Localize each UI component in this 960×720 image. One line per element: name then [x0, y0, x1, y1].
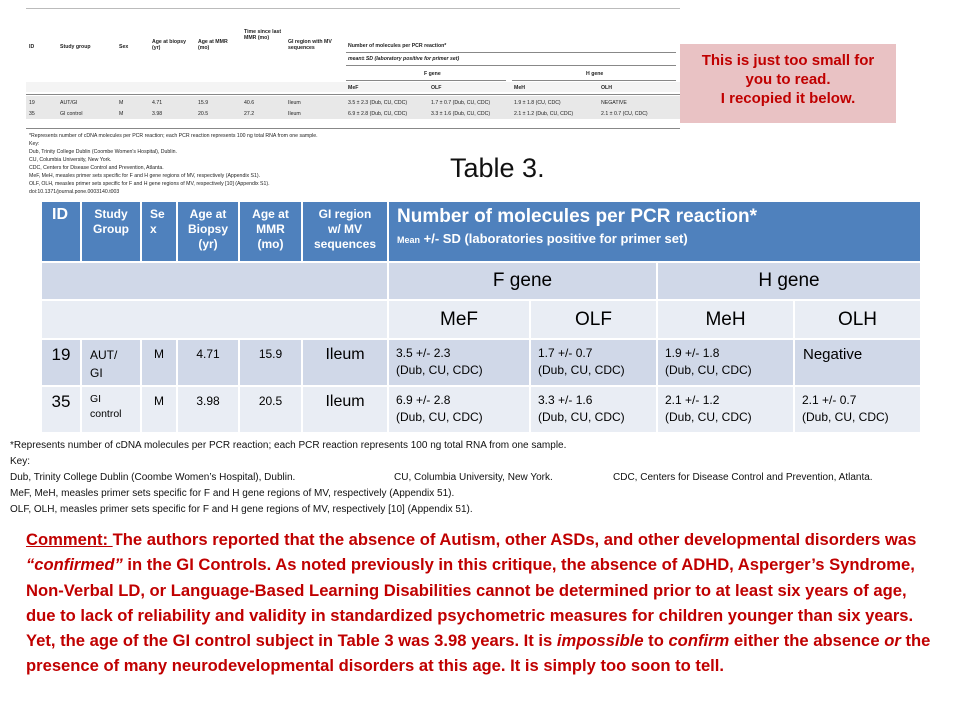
- scan-row-sex: M: [119, 111, 124, 117]
- scan-footnote: doi:10.1371/journal.pone.0003140.t003: [29, 189, 120, 195]
- header-sex: Se x: [141, 201, 177, 262]
- scan-header-hgene: H gene: [586, 71, 604, 77]
- footnote-cdc: CDC, Centers for Disease Control and Prevention, Atlanta.: [613, 472, 873, 483]
- cell-gi-region: Ileum: [302, 339, 388, 386]
- header-f-gene: F gene: [388, 262, 657, 300]
- footnote-abbreviations: [10, 471, 950, 484]
- scan-header-mmr: Age at MMR (mo): [198, 39, 228, 51]
- footnote-dub: Dub, Trinity College Dublin (Coombe Women’s Hospital), Dublin.: [10, 472, 296, 483]
- footnote-key: Key:: [10, 456, 31, 467]
- cell-id: 35: [41, 386, 81, 433]
- scanned-table-image: [26, 8, 680, 194]
- scan-row-olh: NEGATIVE: [601, 100, 627, 106]
- footnote-mef-meh: MeF, MeH, measles primer sets specific for F and H gene regions of MV, respectively (Appendix 51).: [10, 488, 455, 499]
- cell-age-mmr: 15.9: [239, 339, 302, 386]
- header-olf: OLF: [530, 300, 657, 339]
- scan-footnote: CU, Columbia University, New York.: [29, 157, 112, 163]
- scan-row-biopsy: 4.71: [152, 100, 163, 106]
- scan-row-olh: 2.1 ± 0.7 (CU, CDC): [601, 111, 648, 117]
- table-title: Table 3.: [450, 153, 545, 183]
- scan-row-id: 19: [29, 100, 35, 106]
- table-row: [41, 339, 921, 386]
- blank-header-cell: [41, 262, 388, 300]
- scan-header-group: Study group: [60, 44, 91, 50]
- scan-row-olf: 3.3 ± 1.6 (Dub, CU, CDC): [431, 111, 491, 117]
- scan-row-gi: Ileum: [288, 111, 301, 117]
- scan-row-meh: 2.1 ± 1.2 (Dub, CU, CDC): [514, 111, 574, 117]
- scan-row-id: 35: [29, 111, 35, 117]
- callout-line: This is just too small for: [701, 52, 875, 69]
- cell-id: 19: [41, 339, 81, 386]
- header-h-gene: H gene: [657, 262, 921, 300]
- callout-line: you to read.: [745, 71, 831, 88]
- scan-row-sex: M: [119, 100, 124, 106]
- header-mef: MeF: [388, 300, 530, 339]
- cell-mef: 6.9 +/- 2.8 (Dub, CU, CDC): [388, 386, 530, 433]
- scan-header-mef: MeF: [348, 85, 359, 91]
- cell-gi-region: Ileum: [302, 386, 388, 433]
- cell-age-mmr: 20.5: [239, 386, 302, 433]
- cell-olh: 2.1 +/- 0.7 (Dub, CU, CDC): [794, 386, 921, 433]
- cell-olh: Negative: [794, 339, 921, 386]
- header-age-mmr: Age at MMR (mo): [239, 201, 302, 262]
- scan-footnote: Dub, Trinity College Dublin (Coombe Women's Hospital), Dublin.: [29, 149, 177, 155]
- cell-group: AUT/ GI: [81, 339, 141, 386]
- cell-meh: 2.1 +/- 1.2 (Dub, CU, CDC): [657, 386, 794, 433]
- footnote-olf-olh: OLF, OLH, measles primer sets specific for F and H gene regions of MV, respectively [10] (Appendix 51).: [10, 504, 473, 515]
- scan-header-fgene: F gene: [424, 71, 441, 77]
- scan-footnote: OLF, OLH, measles primer sets specific for F and H gene regions of MV, respectively [10] (Appendix S1).: [29, 181, 270, 187]
- scan-header-mean: mean± SD (laboratory positive for primer set): [348, 56, 460, 62]
- scan-row-group: GI control: [60, 111, 83, 117]
- cell-sex: M: [141, 386, 177, 433]
- scan-header-biopsy: Age at biopsy (yr): [152, 39, 187, 51]
- cell-sex: M: [141, 339, 177, 386]
- header-olh: OLH: [794, 300, 921, 339]
- scan-header-since: Time since last MMR (mo): [244, 29, 282, 41]
- comment-label: Comment:: [26, 530, 113, 549]
- scan-row-gi: Ileum: [288, 100, 301, 106]
- cell-age-biopsy: 4.71: [177, 339, 239, 386]
- callout-box: [680, 44, 896, 123]
- scan-footnote: CDC, Centers for Disease Control and Prevention, Atlanta.: [29, 165, 164, 171]
- scan-row-mmr: 20.5: [198, 111, 209, 117]
- header-study-group: Study Group: [81, 201, 141, 262]
- scan-footnote: MeF, MeH, measles primer sets specific for F and H gene regions of MV, respectively (Appendix S1).: [29, 173, 261, 179]
- scan-row-meh: 1.9 ± 1.8 (CU, CDC): [514, 100, 561, 106]
- scan-footnote: Key:: [29, 141, 40, 147]
- scan-row-since: 27.2: [244, 111, 255, 117]
- header-meh: MeH: [657, 300, 794, 339]
- scan-header-gi: GI region with MV sequences: [288, 39, 332, 51]
- scan-header-number: Number of molecules per PCR reaction*: [348, 43, 447, 49]
- header-gi-region: GI region w/ MV sequences: [302, 201, 388, 262]
- scan-row-group: AUT/GI: [60, 100, 78, 106]
- scan-row-olf: 1.7 ± 0.7 (Dub, CU, CDC): [431, 100, 491, 106]
- scan-header-id: ID: [29, 44, 35, 50]
- blank-header-cell: [41, 300, 388, 339]
- scan-row-mmr: 15.9: [198, 100, 209, 106]
- scan-header-sex: Sex: [119, 44, 129, 50]
- header-age-biopsy: Age at Biopsy (yr): [177, 201, 239, 262]
- header-molecules: Number of molecules per PCR reaction* Mean +/- SD (laboratories positive for primer set): [388, 201, 921, 262]
- scan-row-mef: 6.9 ± 2.8 (Dub, CU, CDC): [348, 111, 408, 117]
- scan-row-mef: 3.5 ± 2.3 (Dub, CU, CDC): [348, 100, 408, 106]
- footnote-cu: CU, Columbia University, New York.: [394, 472, 553, 483]
- table-row: [41, 386, 921, 433]
- cell-group: GI control: [81, 386, 141, 433]
- cell-olf: 3.3 +/- 1.6 (Dub, CU, CDC): [530, 386, 657, 433]
- comment-paragraph: Comment: The authors reported that the absence of Autism, other ASDs, and other developmental disorders was “confirmed” in the GI Controls. As noted previously in this critique, the absence of ADHD, Asperger’s Syndrome, Non-Verbal LD, or Language-Based Learning Disabilities cannot be determined prior to at least six years of age, due to lack of reliability and validity in standardized psychometric measures for children younger than six years. Yet, the age of the GI control subject in Table 3 was 3.98 years. It is impossible to confirm either the absence or the presence of many neurodevelopmental disorders at this age. It is simply too soon to tell.: [26, 530, 931, 676]
- scan-header-meh: MeH: [514, 85, 525, 91]
- data-table: [40, 200, 922, 434]
- header-id: ID: [41, 201, 81, 262]
- cell-meh: 1.9 +/- 1.8 (Dub, CU, CDC): [657, 339, 794, 386]
- scan-header-olf: OLF: [431, 85, 442, 91]
- callout-line: I recopied it below.: [720, 90, 856, 107]
- cell-mef: 3.5 +/- 2.3 (Dub, CU, CDC): [388, 339, 530, 386]
- scan-header-olh: OLH: [601, 85, 612, 91]
- scan-row-since: 40.6: [244, 100, 255, 106]
- footnote-asterisk: *Represents number of cDNA molecules per PCR reaction; each PCR reaction represents 100 ng total RNA from one sample.: [10, 440, 567, 451]
- scan-row-biopsy: 3.98: [152, 111, 163, 117]
- cell-olf: 1.7 +/- 0.7 (Dub, CU, CDC): [530, 339, 657, 386]
- scan-footnote: *Represents number of cDNA molecules per PCR reaction; each PCR reaction represents 100 ng total RNA from one sample.: [29, 133, 318, 139]
- cell-age-biopsy: 3.98: [177, 386, 239, 433]
